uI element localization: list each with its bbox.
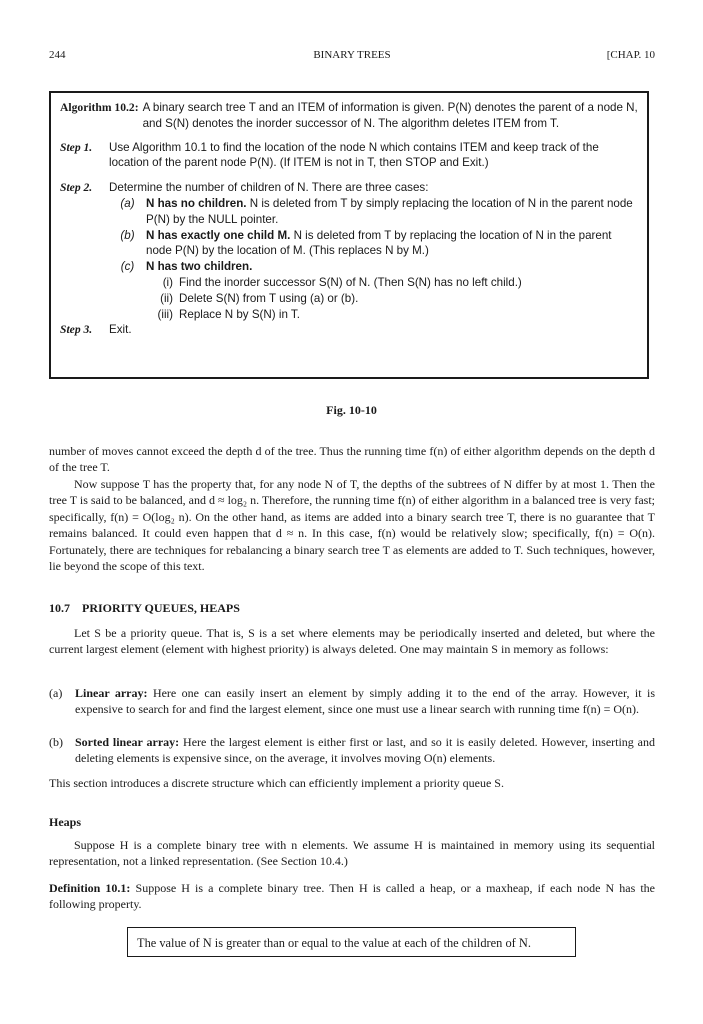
sub-iii-text: Replace N by S(N) in T. (179, 307, 300, 321)
paragraph-priority: Let S be a priority queue. That is, S is a set where elements may be periodically inserted and deleted, but where the current largest element (element with highest priority) is always deleted. One may maintain S in memory as follows: (49, 626, 655, 657)
list-b-bold: Sorted linear array: (75, 735, 180, 749)
definition-text: Suppose H is a complete binary tree. Then H is called a heap, or a maxheap, if each node N has the following property. (49, 881, 655, 912)
sub-ii-text: Delete S(N) from T using (a) or (b). (179, 291, 359, 305)
algorithm-header (60, 100, 639, 132)
paragraph-running-time: number of moves cannot exceed the depth d of the tree. Thus the running time f(n) of either algorithm depends on the depth d of the tree T. (49, 444, 655, 475)
case-b (109, 228, 639, 260)
step-1 (60, 140, 639, 172)
subheading-heaps: Heaps (49, 815, 82, 829)
case-b-bold: N has exactly one child M. (146, 228, 291, 242)
sub-i (109, 275, 639, 291)
list-item-sorted-array (49, 734, 655, 767)
step-3 (60, 322, 639, 338)
figure-caption: Fig. 10-10 (326, 403, 377, 417)
chapter-title: BINARY TREES (313, 49, 391, 61)
sub-ii (109, 291, 639, 307)
section-heading (49, 600, 240, 616)
list-a-bold: Linear array: (75, 686, 148, 700)
case-b-label: (b) (120, 228, 135, 242)
paragraph-intro-heap: This section introduces a discrete structure which can efficiently implement a priority queue S. (49, 776, 504, 790)
algorithm-box (49, 91, 649, 379)
list-item-linear-array (49, 685, 655, 718)
page-number: 244 (49, 49, 66, 61)
list-b-label: (b) (49, 735, 63, 749)
case-c-bold: N has two children. (146, 260, 253, 274)
case-a (109, 196, 639, 228)
sub-iii-label: (iii) (157, 307, 173, 321)
case-a-bold: N has no children. (146, 196, 247, 210)
sub-iii (109, 307, 639, 323)
section-number: 10.7 (49, 601, 70, 615)
sub-ii-label: (ii) (160, 291, 173, 305)
case-a-text: N is deleted from T by simply replacing the location of N in the parent node P(N) by the NULL pointer. (146, 196, 633, 226)
case-c-label: (c) (120, 260, 135, 274)
step-1-text: Use Algorithm 10.1 to find the location of the node N which contains ITEM and keep track of the location of the parent node P(N). (If ITEM is not in T, then STOP and Exit.) (109, 140, 599, 170)
sub-i-label: (i) (162, 275, 173, 289)
step-2-text: Determine the number of children of N. There are three cases: (109, 181, 429, 195)
step-3-label: Step 3. (60, 323, 93, 337)
list-b-text: Here the largest element is either first or last, and so it is easily deleted. However, inserting and deleting elements is expensive since, on the average, it involves moving O(n) elements. (75, 735, 656, 766)
case-a-label: (a) (120, 196, 135, 210)
section-title: PRIORITY QUEUES, HEAPS (82, 601, 240, 615)
step-3-text: Exit. (109, 323, 132, 337)
step-1-label: Step 1. (60, 140, 93, 154)
step-2-label: Step 2. (60, 181, 93, 195)
definition (49, 880, 655, 913)
list-a-label: (a) (49, 686, 63, 700)
heap-property-box: The value of N is greater than or equal to the value at each of the children of N. (127, 927, 576, 957)
list-a-text: Here one can easily insert an element by simply adding it to the end of the array. However, it is expensive to search for and find the largest element, since one must use a linear search with running time f(n) = O(n). (75, 686, 656, 717)
algorithm-intro: A binary search tree T and an ITEM of information is given. P(N) denotes the parent of a node N, and S(N) denotes the inorder successor of N. The algorithm deletes ITEM from T. (142, 101, 638, 130)
paragraph-heaps: Suppose H is a complete binary tree with n elements. We assume H is maintained in memory using its sequential representation, not a linked representation. (See Section 10.4.) (49, 838, 655, 869)
case-b-text: N is deleted from T by replacing the location of N in the parent node P(N) by the location of M. (This replaces N by M.) (146, 228, 612, 258)
step-2 (60, 180, 639, 322)
definition-label: Definition 10.1: (49, 881, 131, 895)
sub-i-text: Find the inorder successor S(N) of N. (Then S(N) has no left child.) (179, 275, 522, 289)
running-header (49, 47, 655, 63)
chapter-ref: [CHAP. 10 (606, 49, 655, 61)
case-c (109, 259, 639, 275)
paragraph-balanced: Now suppose T has the property that, for any node N of T, the depths of the subtrees of N differ by at most 1. Then the tree T is said to be balanced, and d ≈ log₂ n. Therefore, the running time f(n) of either algorithm in a balanced tree is very fast; specifically, f(n) = O(log₂ n). On the other hand, as items are added into a binary search tree T, there is no guarantee that T remains balanced. It could even happen that d ≈ n. In this case, f(n) would be relatively slow; specifically, f(n) = O(n). Fortunately, there are techniques for rebalancing a binary search tree T as elements are added to T. Such techniques, however, lie beyond the scope of this text. (49, 477, 655, 574)
algorithm-label: Algorithm 10.2: (60, 101, 139, 114)
